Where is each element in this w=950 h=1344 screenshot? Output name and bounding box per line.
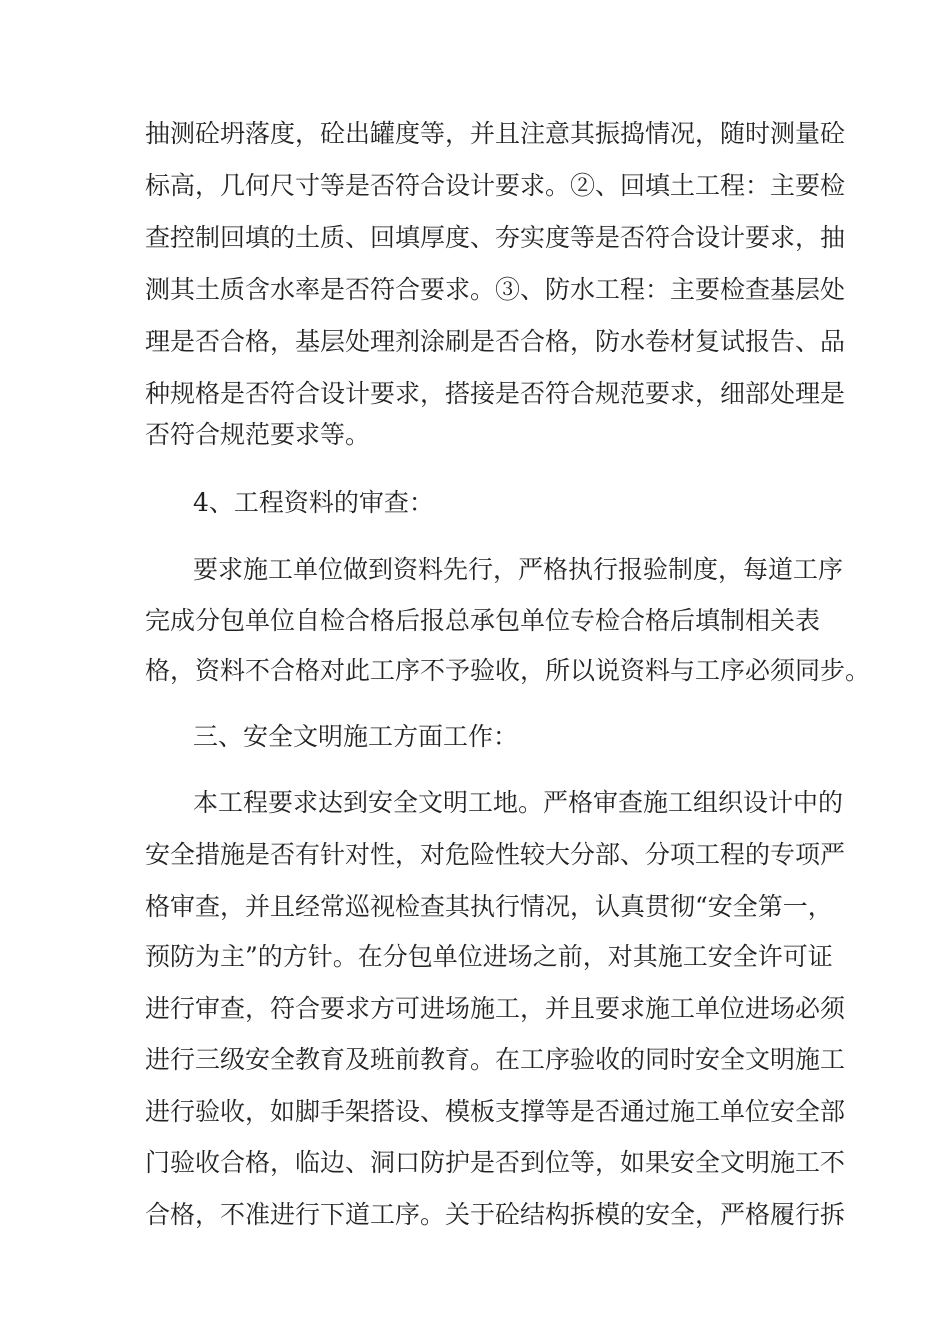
paragraph-1-line-5: 理是否合格，基层处理剂涂刷是否合格，防水卷材复试报告、品 xyxy=(145,327,846,356)
paragraph-1-line-7: 否符合规范要求等。 xyxy=(145,420,371,449)
paragraph-3-line-1: 本工程要求达到安全文明工地。严格审查施工组织设计中的 xyxy=(193,788,844,817)
paragraph-1-line-4: 测其土质含水率是否符合要求。③、防水工程：主要检查基层处 xyxy=(145,275,846,304)
paragraph-3-line-3: 格审查，并且经常巡视检查其执行情况，认真贯彻“安全第一， xyxy=(145,892,833,921)
paragraph-1-line-6: 种规格是否符合设计要求，搭接是否符合规范要求，细部处理是 xyxy=(145,379,846,408)
paragraph-2-line-3: 格，资料不合格对此工序不予验收，所以说资料与工序必须同步。 xyxy=(145,656,871,685)
paragraph-3-line-8: 门验收合格，临边、洞口防护是否到位等，如果安全文明施工不 xyxy=(145,1148,846,1177)
paragraph-3-line-4: 预防为主”的方针。在分包单位进场之前，对其施工安全许可证 xyxy=(145,942,833,971)
paragraph-3-line-6: 进行三级安全教育及班前教育。在工序验收的同时安全文明施工 xyxy=(145,1045,846,1074)
section-heading-4: 4、工程资料的审查： xyxy=(193,488,434,517)
paragraph-2-line-1: 要求施工单位做到资料先行，严格执行报验制度，每道工序 xyxy=(193,555,844,584)
paragraph-3-line-7: 进行验收，如脚手架搭设、模板支撑等是否通过施工单位安全部 xyxy=(145,1097,846,1126)
paragraph-3-line-5: 进行审查，符合要求方可进场施工，并且要求施工单位进场必须 xyxy=(145,994,846,1023)
paragraph-3-line-9: 合格，不准进行下道工序。关于砼结构拆模的安全，严格履行拆 xyxy=(145,1200,846,1229)
paragraph-2-line-2: 完成分包单位自检合格后报总承包单位专检合格后填制相关表 xyxy=(145,606,821,635)
section-heading-3: 三、安全文明施工方面工作： xyxy=(193,722,519,751)
paragraph-1-line-1: 抽测砼坍落度，砼出罐度等，并且注意其振捣情况，随时测量砼 xyxy=(145,119,846,148)
paragraph-1-line-2: 标高，几何尺寸等是否符合设计要求。②、回填土工程：主要检 xyxy=(145,171,846,200)
paragraph-1-line-3: 查控制回填的土质、回填厚度、夯实度等是否符合设计要求，抽 xyxy=(145,223,846,252)
paragraph-3-line-2: 安全措施是否有针对性，对危险性较大分部、分项工程的专项严 xyxy=(145,840,846,869)
